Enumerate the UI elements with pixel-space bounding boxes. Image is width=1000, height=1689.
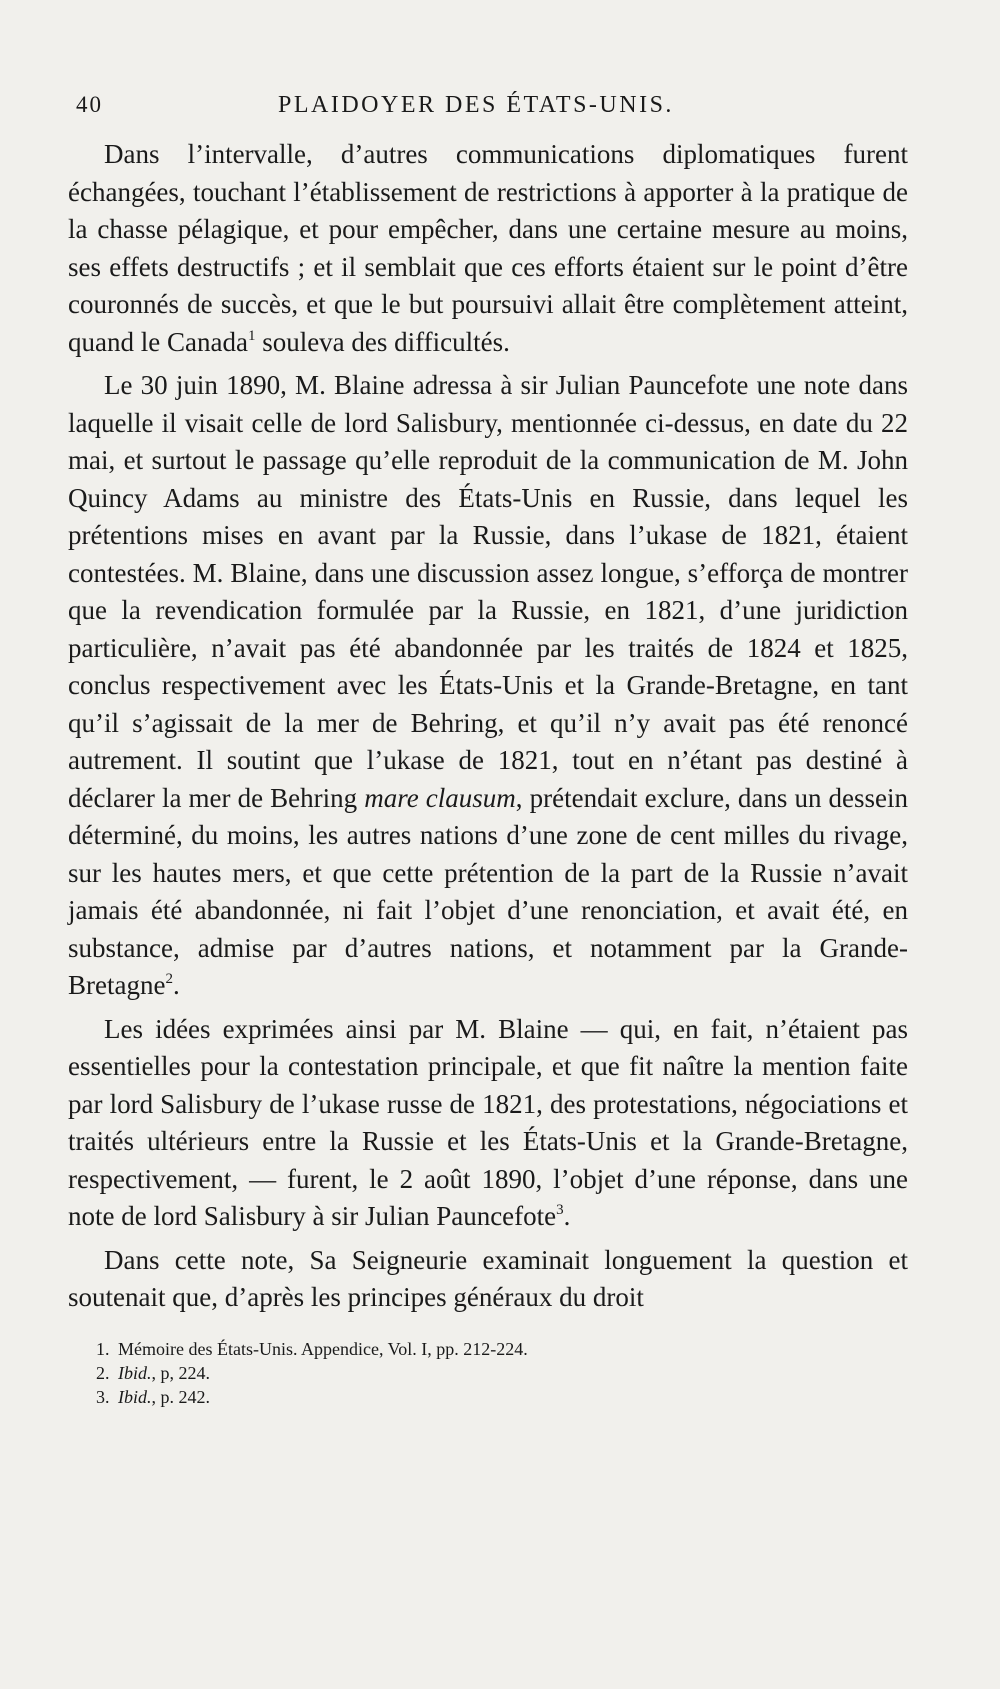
paragraph-4-text: Dans cette note, Sa Seigneurie examinait longuement la question et soutenait que, d’après les principes généraux du droit	[68, 1244, 908, 1312]
paragraph-2-italic: mare clausum	[364, 782, 516, 813]
book-page	[68, 92, 908, 1409]
footnote-ref-3: 3	[556, 1202, 564, 1218]
paragraph-3-end: .	[563, 1201, 571, 1231]
paragraph-1-end: souleva des difficultés.	[255, 326, 510, 357]
page-number: 40	[76, 92, 103, 117]
running-title: PLAIDOYER DES ÉTATS-UNIS.	[278, 92, 674, 118]
footnotes	[68, 1337, 908, 1409]
paragraph-2	[68, 367, 908, 1005]
footnote-1	[96, 1337, 908, 1361]
paragraph-2-text-a: Le 30 juin 1890, M. Blaine adressa à sir Julian Pauncefote une note dans laquelle il visait celle de lord Salisbury, mentionnée ci-dessus, en date du 22 mai, et surtout le passage qu’elle reproduit de la communication de M. John Quincy Adams au ministre des États-Unis en Russie, dans lequel les prétentions mises en avant par la Russie, dans l’ukase de 1821, étaient contestées. M. Blaine, dans une discussion assez longue, s’efforça de montrer que la revendication formulée par la Russie, en 1821, d’une juridiction particulière, n’avait pas été abandonnée par les traités de 1824 et 1825, conclus respectivement avec les États-Unis et la Grande-Bretagne, en tant qu’il s’agissait de la mer de Behring, et qu’il n’y avait pas été renoncé autrement. Il soutint que l’ukase de 1821, tout en n’étant pas destiné à déclarer la mer de Behring	[68, 370, 908, 813]
paragraph-2-end: .	[172, 970, 180, 1000]
footnote-number: 1.	[96, 1338, 110, 1359]
footnote-text: Mémoire des États-Unis. Appendice, Vol. I, pp. 212-224.	[118, 1338, 528, 1359]
paragraph-2-text-b: , prétendait exclure, dans un dessein déterminé, du moins, les autres nations d’une zone de cent milles du rivage, sur les hautes mers, et que cette prétention de la part de la Russie n’avait jamais été abandonnée, ni fait l’objet d’une renonciation, et avait été, en substance, admise par d’autres nations, et notamment par la Grande-Bretagne	[68, 782, 909, 1000]
paragraph-1	[68, 136, 908, 361]
body-text	[68, 136, 908, 1317]
footnote-text: , p, 224.	[151, 1362, 210, 1383]
paragraph-1-text: Dans l’intervalle, d’autres communications diplomatiques furent échangées, touchant l’établissement de restrictions à apporter à la pratique de la chasse pélagique, et pour empêcher, dans une certaine mesure au moins, ses effets destructifs ; et il semblait que ces efforts étaient sur le point d’être couronnés de succès, et que le but poursuivi allait être complètement atteint, quand le Canada	[68, 139, 908, 357]
footnote-3	[96, 1385, 908, 1409]
footnote-italic: Ibid.	[118, 1362, 152, 1383]
paragraph-4	[68, 1242, 908, 1317]
footnote-2	[96, 1361, 908, 1385]
footnote-ref-1: 1	[247, 327, 256, 344]
running-head	[68, 92, 908, 136]
footnote-text: , p. 242.	[151, 1386, 210, 1407]
paragraph-3	[68, 1011, 908, 1236]
paragraph-3-text: Les idées exprimées ainsi par M. Blaine — qui, en fait, n’étaient pas essentielles pour la contestation principale, et que fit naître la mention faite par lord Salisbury de l’ukase russe de 1821, des protestations, négociations et traités ultérieurs entre la Russie et les États-Unis et la Grande-Bretagne, respectivement, — furent, le 2 août 1890, l’objet d’une réponse, dans une note de lord Salisbury à sir Julian Pauncefote	[68, 1013, 908, 1231]
footnote-ref-2: 2	[165, 971, 173, 987]
footnote-number: 3.	[96, 1386, 110, 1407]
footnote-number: 2.	[96, 1362, 110, 1383]
footnote-italic: Ibid.	[118, 1386, 152, 1407]
